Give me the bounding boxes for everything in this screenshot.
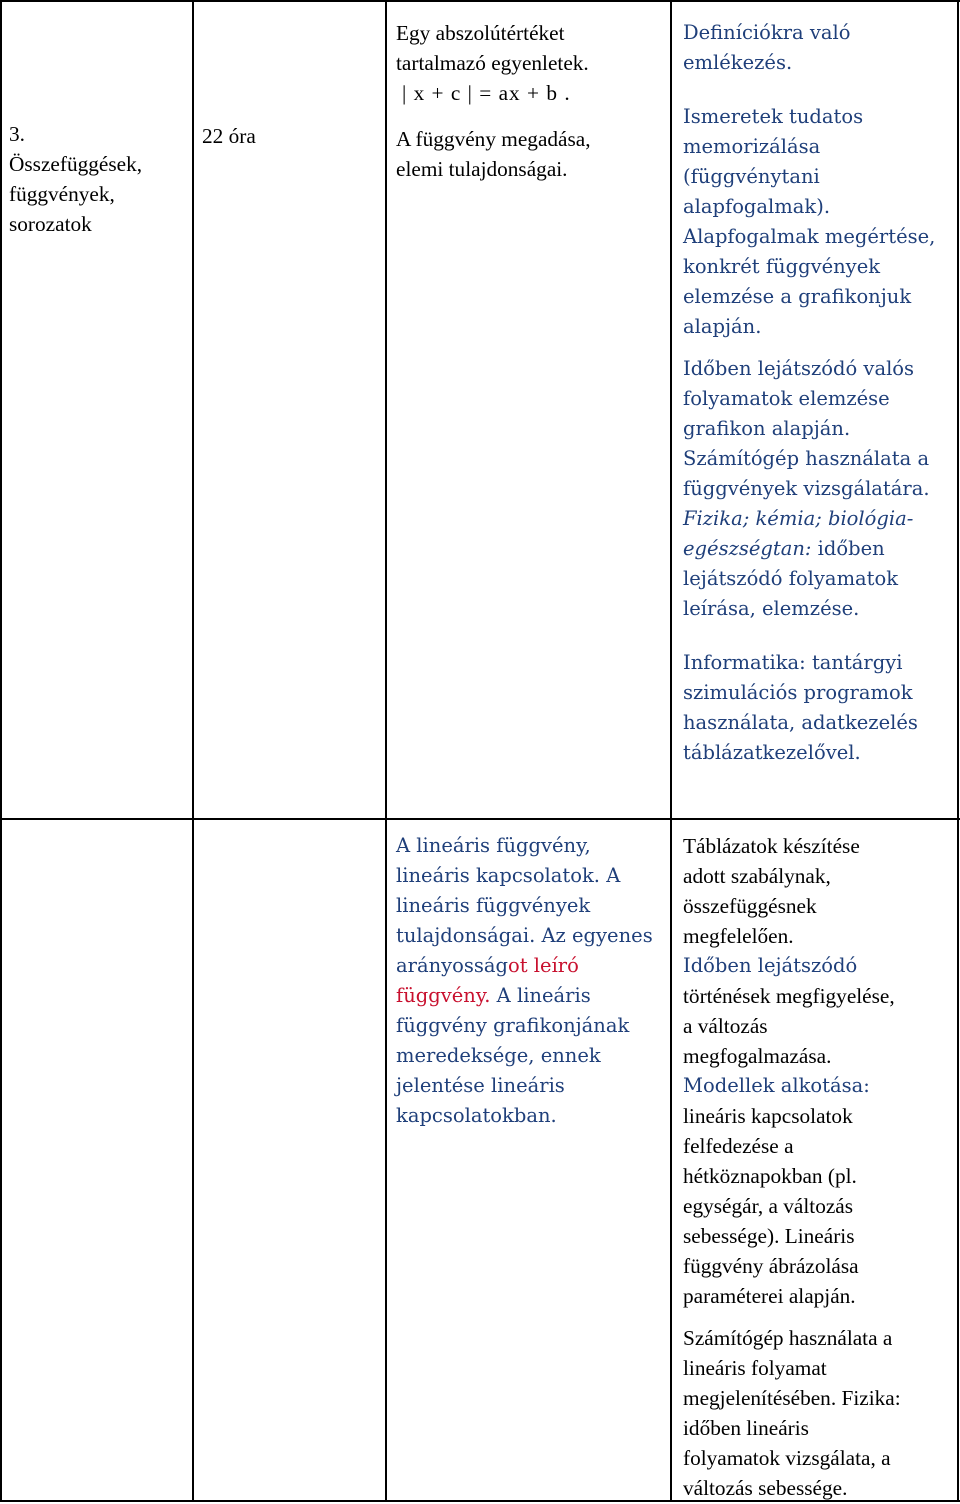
activity-line: emlékezés.: [683, 51, 793, 74]
cross-curricular-subjects: Fizika; kémia; biológia-: [683, 507, 914, 530]
activity-line: a változás: [683, 1014, 768, 1038]
content-line: függvény grafikonjának: [396, 1014, 630, 1037]
activity-line: megfogalmazása.: [683, 1044, 832, 1068]
absolute-value-equation: | x + c | = ax + b .: [402, 81, 571, 105]
content-text: A lineáris: [490, 984, 591, 1007]
column-divider-2: [385, 0, 387, 1502]
topic-line: Összefüggések,: [9, 152, 143, 176]
content-line: tulajdonságai. Az egyenes: [396, 924, 653, 947]
activity-line: megjelenítésében. Fizika:: [683, 1386, 901, 1410]
column-divider-3: [670, 0, 672, 1502]
row1-hours-cell: [202, 121, 256, 151]
content-line: elemi tulajdonságai.: [396, 157, 568, 181]
activity-line: paraméterei alapján.: [683, 1284, 856, 1308]
activity-line: Alapfogalmak megértése,: [683, 225, 936, 248]
row2-activities-cell: [683, 831, 901, 1503]
activity-line: Időben lejátszódó: [683, 954, 858, 977]
row1-topic-cell: [9, 119, 142, 239]
activity-line: megfelelően.: [683, 924, 794, 948]
row1-activities-cell: [683, 18, 935, 768]
highlighted-text: függvény.: [396, 984, 491, 1007]
activity-line: lejátszódó folyamatok: [683, 567, 899, 590]
column-divider-1: [192, 0, 194, 1502]
table-border-top: [0, 0, 960, 2]
table-border-left: [0, 0, 2, 1502]
activity-line: összefüggésnek: [683, 894, 817, 918]
row-divider: [0, 818, 960, 820]
row2-content-cell: [396, 831, 653, 1131]
highlighted-text: ot leíró: [508, 954, 579, 977]
activity-line: Számítógép használata a: [683, 1326, 893, 1350]
activity-line: adott szabálynak,: [683, 864, 831, 888]
activity-line: változás sebessége.: [683, 1476, 848, 1500]
content-line: kapcsolatokban.: [396, 1104, 557, 1127]
activity-line: Időben lejátszódó valós: [683, 357, 915, 380]
activity-line: folyamatok elemzése: [683, 387, 890, 410]
topic-line: függvények,: [9, 182, 115, 206]
activity-line: hétköznapokban (pl.: [683, 1164, 857, 1188]
activity-line: (függvénytani: [683, 165, 820, 188]
table-border-right: [957, 0, 959, 1502]
activity-line: Táblázatok készítése: [683, 834, 860, 858]
activity-line: alapfogalmak).: [683, 195, 831, 218]
cross-curricular-subjects: egészségtan:: [683, 537, 812, 560]
activity-line: függvények vizsgálatára.: [683, 477, 930, 500]
content-line: [396, 981, 653, 1011]
activity-line: Informatika: tantárgyi: [683, 651, 903, 674]
activity-line: Számítógép használata a: [683, 447, 930, 470]
content-line: jelentése lineáris: [396, 1074, 565, 1097]
activity-line: Modellek alkotása:: [683, 1074, 870, 1097]
activity-line: leírása, elemzése.: [683, 597, 860, 620]
activity-line: időben lineáris: [683, 1416, 809, 1440]
row1-content-cell: [396, 18, 591, 184]
content-line: A lineáris függvény,: [396, 834, 591, 857]
content-line: [396, 951, 653, 981]
topic-line: sorozatok: [9, 212, 92, 236]
activity-line: Ismeretek tudatos: [683, 105, 864, 128]
activity-line: folyamatok vizsgálata, a: [683, 1446, 891, 1470]
content-line: tartalmazó egyenletek.: [396, 51, 589, 75]
activity-line: alapján.: [683, 315, 762, 338]
topic-number: 3.: [9, 122, 25, 146]
activity-line: szimulációs programok: [683, 681, 913, 704]
activity-line: memorizálása: [683, 135, 821, 158]
activity-line: elemzése a grafikonjuk: [683, 285, 912, 308]
activity-line: lineáris kapcsolatok: [683, 1104, 853, 1128]
activity-line: sebessége). Lineáris: [683, 1224, 855, 1248]
content-line: lineáris függvények: [396, 894, 591, 917]
content-line: A függvény megadása,: [396, 127, 591, 151]
content-line: meredeksége, ennek: [396, 1044, 601, 1067]
activity-line: függvény ábrázolása: [683, 1254, 859, 1278]
activity-line: lineáris folyamat: [683, 1356, 827, 1380]
activity-line: történések megfigyelése,: [683, 984, 895, 1008]
hours-text: 22 óra: [202, 124, 256, 148]
activity-line: konkrét függvények: [683, 255, 881, 278]
content-line: lineáris kapcsolatok. A: [396, 864, 621, 887]
activity-line: egységár, a változás: [683, 1194, 854, 1218]
activity-line: táblázatkezelővel.: [683, 741, 861, 764]
activity-line: grafikon alapján.: [683, 417, 851, 440]
content-text: arányosság: [396, 954, 509, 977]
activity-line: [683, 534, 935, 564]
activity-text: időben: [811, 537, 885, 560]
activity-line: felfedezése a: [683, 1134, 794, 1158]
activity-line: Definíciókra való: [683, 21, 851, 44]
content-line: Egy abszolútértéket: [396, 21, 565, 45]
activity-line: használata, adatkezelés: [683, 711, 918, 734]
